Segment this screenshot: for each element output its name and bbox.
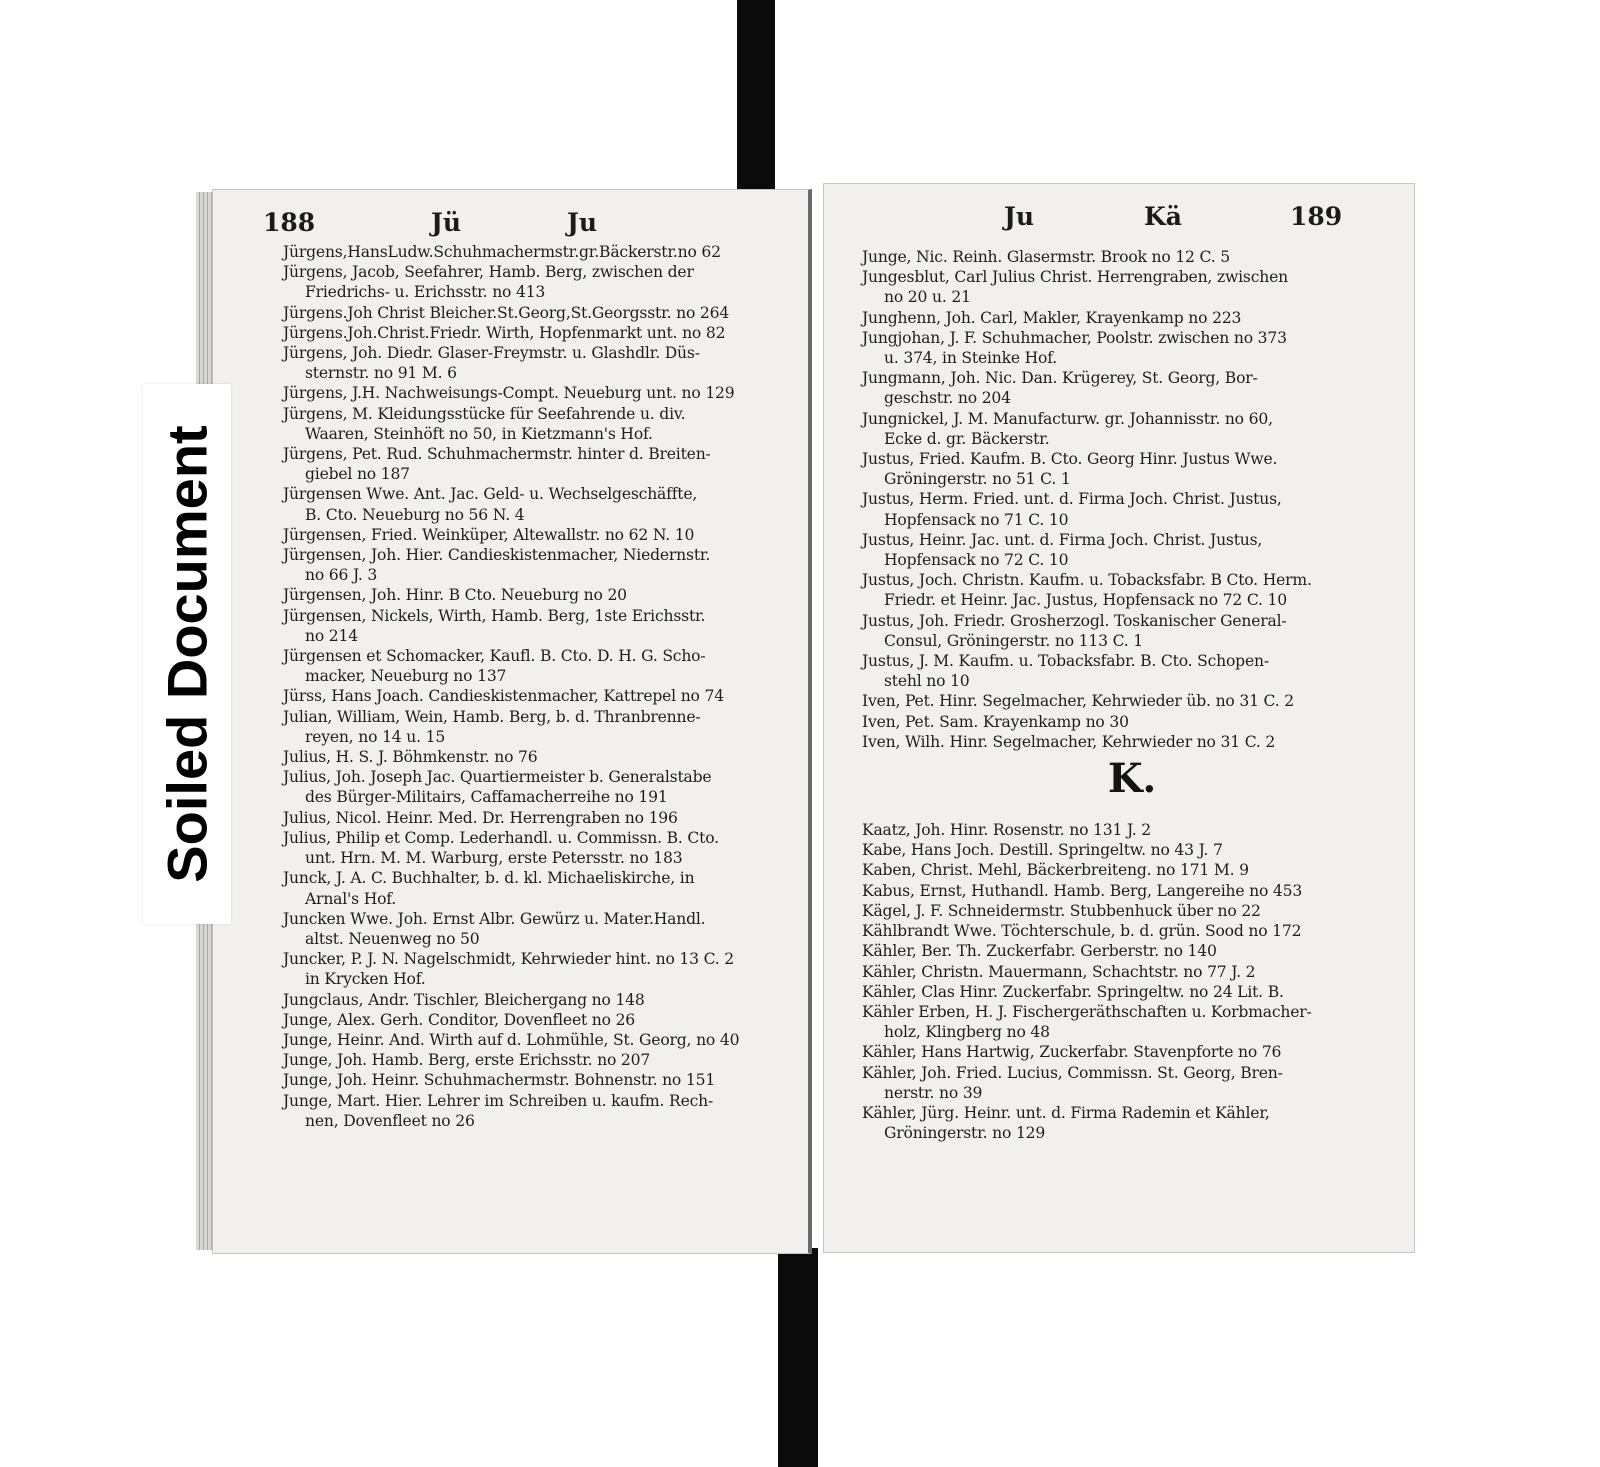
entry-line: Jürgens.Joh.Christ.Friedr. Wirth, Hopfenmarkt unt. no 82 bbox=[283, 323, 726, 342]
directory-entry bbox=[862, 651, 1382, 691]
entry-line: Kähler, Joh. Fried. Lucius, Commissn. St. Georg, Bren- bbox=[862, 1063, 1283, 1082]
entry-continuation-line: Friedr. et Heinr. Jac. Justus, Hopfensack no 72 C. 10 bbox=[884, 591, 1287, 610]
directory-entry bbox=[283, 242, 793, 262]
directory-entry bbox=[283, 262, 793, 302]
entry-continuation-line: Gröningerstr. no 51 C. 1 bbox=[884, 470, 1071, 489]
directory-entry bbox=[862, 1042, 1382, 1062]
entry-line: Justus, Joch. Christn. Kaufm. u. Tobacksfabr. B Cto. Herm. bbox=[862, 571, 1312, 590]
entry-line: Julius, H. S. J. Böhmkenstr. no 76 bbox=[283, 748, 538, 767]
directory-entry bbox=[283, 1050, 793, 1070]
entry-continuation-line: Waaren, Steinhöft no 50, in Kietzmann's Hof. bbox=[305, 424, 653, 443]
entry-continuation-line: no 66 J. 3 bbox=[305, 566, 378, 585]
directory-entry bbox=[283, 1010, 793, 1030]
entry-line: Jürgensen, Fried. Weinküper, Altewallstr. no 62 N. 10 bbox=[283, 525, 695, 544]
directory-entry bbox=[283, 1091, 793, 1131]
entry-line: Jungnickel, J. M. Manufacturw. gr. Johannisstr. no 60, bbox=[862, 409, 1273, 428]
entry-line: Kähler, Clas Hinr. Zuckerfabr. Springeltw. no 24 Lit. B. bbox=[862, 982, 1284, 1001]
entry-line: Justus, Joh. Friedr. Grosherzogl. Toskanischer General- bbox=[862, 611, 1287, 630]
entry-line: Kähler, Christn. Mauermann, Schachtstr. no 77 J. 2 bbox=[862, 962, 1256, 981]
directory-entry bbox=[862, 1103, 1382, 1143]
entry-line: Kähler, Hans Hartwig, Zuckerfabr. Stavenpforte no 76 bbox=[862, 1043, 1282, 1062]
entry-line: Jürgensen, Nickels, Wirth, Hamb. Berg, 1ste Erichsstr. bbox=[283, 606, 706, 625]
directory-entry bbox=[862, 267, 1382, 307]
entry-line: Justus, Fried. Kaufm. B. Cto. Georg Hinr. Justus Wwe. bbox=[862, 450, 1278, 469]
entry-continuation-line: des Bürger-Militairs, Caffamacherreihe no 191 bbox=[305, 788, 668, 807]
entry-continuation-line: nerstr. no 39 bbox=[884, 1083, 983, 1102]
directory-entry bbox=[862, 328, 1382, 368]
entry-line: Iven, Wilh. Hinr. Segelmacher, Kehrwieder no 31 C. 2 bbox=[862, 732, 1276, 751]
entry-line: Jürgensen, Joh. Hier. Candieskistenmacher, Niedernstr. bbox=[283, 546, 711, 565]
directory-entry bbox=[862, 881, 1382, 901]
entry-line: Junge, Mart. Hier. Lehrer im Schreiben u. kaufm. Rech- bbox=[283, 1091, 714, 1110]
directory-entry bbox=[283, 767, 793, 807]
directory-entry bbox=[862, 449, 1382, 489]
entry-line: Juncken Wwe. Joh. Ernst Albr. Gewürz u. Mater.Handl. bbox=[283, 909, 706, 928]
entry-line: Kägel, J. F. Schneidermstr. Stubbenhuck über no 22 bbox=[862, 901, 1261, 920]
entry-continuation-line: in Krycken Hof. bbox=[305, 970, 426, 989]
directory-entry bbox=[862, 409, 1382, 449]
entry-line: Justus, J. M. Kaufm. u. Tobacksfabr. B. Cto. Schopen- bbox=[862, 652, 1269, 671]
black-tape-bottom bbox=[778, 1248, 818, 1467]
directory-entry bbox=[283, 484, 793, 524]
directory-entry bbox=[862, 901, 1382, 921]
directory-entry bbox=[283, 383, 793, 403]
entry-line: Juncker, P. J. N. Nagelschmidt, Kehrwieder hint. no 13 C. 2 bbox=[283, 950, 735, 969]
entry-line: Kählbrandt Wwe. Töchterschule, b. d. grün. Sood no 172 bbox=[862, 922, 1302, 941]
entry-continuation-line: u. 374, in Steinke Hof. bbox=[884, 349, 1058, 368]
entry-line: Junge, Heinr. And. Wirth auf d. Lohmühle, St. Georg, no 40 bbox=[283, 1030, 740, 1049]
entry-continuation-line: Gröningerstr. no 129 bbox=[884, 1124, 1046, 1143]
directory-entry bbox=[862, 732, 1382, 752]
directory-entry bbox=[283, 545, 793, 585]
entry-line: Justus, Herm. Fried. unt. d. Firma Joch. Christ. Justus, bbox=[862, 490, 1282, 509]
section-letter: K. bbox=[1107, 755, 1157, 803]
directory-entry bbox=[862, 308, 1382, 328]
right-page-header bbox=[824, 202, 1414, 236]
stamp-label: Soiled Document bbox=[155, 425, 219, 883]
left-page-header bbox=[213, 208, 808, 242]
directory-entry bbox=[283, 323, 793, 343]
entry-line: Jürgens, Joh. Diedr. Glaser-Freymstr. u. Glashdlr. Düs- bbox=[283, 344, 700, 363]
directory-entry bbox=[283, 686, 793, 706]
directory-entry bbox=[862, 691, 1382, 711]
entry-line: Junge, Joh. Heinr. Schuhmachermstr. Bohnenstr. no 151 bbox=[283, 1071, 716, 1090]
directory-entry bbox=[283, 606, 793, 646]
entry-continuation-line: Hopfensack no 72 C. 10 bbox=[884, 551, 1069, 570]
header-right-tag: Ju bbox=[567, 208, 598, 237]
directory-entry bbox=[283, 1070, 793, 1090]
entry-line: Junge, Nic. Reinh. Glasermstr. Brook no 12 C. 5 bbox=[862, 248, 1230, 266]
entry-line: Kabe, Hans Joch. Destill. Springeltw. no 43 J. 7 bbox=[862, 841, 1223, 860]
left-page bbox=[212, 189, 812, 1254]
directory-entry bbox=[283, 909, 793, 949]
entry-continuation-line: giebel no 187 bbox=[305, 465, 410, 484]
directory-entry bbox=[283, 990, 793, 1010]
directory-entry bbox=[283, 404, 793, 444]
directory-entries bbox=[283, 242, 793, 1131]
header-left-tag: Ju bbox=[1004, 202, 1035, 231]
directory-entry bbox=[862, 840, 1382, 860]
entry-line: Julius, Joh. Joseph Jac. Quartiermeister b. Generalstabe bbox=[283, 768, 712, 787]
page-number: 189 bbox=[1290, 202, 1343, 231]
directory-entries-column bbox=[862, 247, 1382, 1143]
entry-continuation-line: no 20 u. 21 bbox=[884, 288, 971, 307]
directory-entry bbox=[862, 1063, 1382, 1103]
entry-continuation-line: reyen, no 14 u. 15 bbox=[305, 727, 446, 746]
directory-entry bbox=[862, 941, 1382, 961]
entry-continuation-line: unt. Hrn. M. M. Warburg, erste Petersstr. no 183 bbox=[305, 849, 683, 868]
entry-continuation-line: Ecke d. gr. Bäckerstr. bbox=[884, 429, 1050, 448]
directory-entry bbox=[283, 343, 793, 383]
directory-entry bbox=[283, 747, 793, 767]
directory-entry bbox=[862, 611, 1382, 651]
entry-continuation-line: geschstr. no 204 bbox=[884, 389, 1011, 408]
entry-line: Kähler, Jürg. Heinr. unt. d. Firma Rademin et Kähler, bbox=[862, 1103, 1270, 1122]
directory-entry bbox=[283, 1030, 793, 1050]
entry-line: Justus, Heinr. Jac. unt. d. Firma Joch. Christ. Justus, bbox=[862, 530, 1263, 549]
entry-continuation-line: sternstr. no 91 M. 6 bbox=[305, 364, 457, 383]
header-left-tag: Jü bbox=[431, 208, 462, 237]
entry-line: Jürgensen, Joh. Hinr. B Cto. Neueburg no 20 bbox=[283, 586, 627, 605]
entry-line: Jürss, Hans Joach. Candieskistenmacher, Kattrepel no 74 bbox=[283, 687, 724, 706]
directory-entry bbox=[862, 368, 1382, 408]
directory-entry bbox=[862, 820, 1382, 840]
entry-continuation-line: Arnal's Hof. bbox=[305, 889, 397, 908]
entry-line: Julius, Nicol. Heinr. Med. Dr. Herrengraben no 196 bbox=[283, 808, 678, 827]
directory-entry bbox=[283, 646, 793, 686]
entry-line: Iven, Pet. Sam. Krayenkamp no 30 bbox=[862, 712, 1129, 731]
page-number: 188 bbox=[263, 208, 316, 237]
header-right-tag: Kä bbox=[1144, 202, 1182, 231]
entry-line: Junghenn, Joh. Carl, Makler, Krayenkamp no 223 bbox=[862, 308, 1242, 327]
directory-entry bbox=[862, 712, 1382, 732]
entry-line: Iven, Pet. Hinr. Segelmacher, Kehrwieder üb. no 31 C. 2 bbox=[862, 692, 1294, 711]
entry-line: Jürgens, Jacob, Seefahrer, Hamb. Berg, zwischen der bbox=[283, 263, 694, 282]
directory-entry bbox=[283, 808, 793, 828]
directory-entries-k bbox=[862, 820, 1382, 1143]
entry-line: Kabus, Ernst, Huthandl. Hamb. Berg, Langereihe no 453 bbox=[862, 881, 1303, 900]
soiled-document-stamp bbox=[143, 384, 231, 924]
directory-entry bbox=[862, 247, 1382, 267]
entry-line: Jürgensen et Schomacker, Kaufl. B. Cto. D. H. G. Scho- bbox=[283, 647, 706, 666]
entry-line: Jungjohan, J. F. Schuhmacher, Poolstr. zwischen no 373 bbox=[862, 328, 1287, 347]
entry-line: Jürgens,HansLudw.Schuhmachermstr.gr.Bäckerstr.no 62 bbox=[283, 243, 721, 261]
entry-line: Julian, William, Wein, Hamb. Berg, b. d. Thranbrenne- bbox=[283, 707, 701, 726]
entry-continuation-line: Consul, Gröningerstr. no 113 C. 1 bbox=[884, 631, 1143, 650]
entry-line: Jungesblut, Carl Julius Christ. Herrengraben, zwischen bbox=[862, 268, 1288, 287]
entry-continuation-line: holz, Klingberg no 48 bbox=[884, 1023, 1050, 1042]
entry-line: Jürgens, M. Kleidungsstücke für Seefahrende u. div. bbox=[283, 404, 686, 423]
directory-entry bbox=[283, 828, 793, 868]
entry-continuation-line: nen, Dovenfleet no 26 bbox=[305, 1111, 475, 1130]
entry-line: Kaben, Christ. Mehl, Bäckerbreiteng. no 171 M. 9 bbox=[862, 861, 1249, 880]
black-tape-top bbox=[737, 0, 775, 190]
entry-continuation-line: no 214 bbox=[305, 626, 358, 645]
entry-line: Kaatz, Joh. Hinr. Rosenstr. no 131 J. 2 bbox=[862, 821, 1152, 840]
directory-entry bbox=[283, 868, 793, 908]
entry-line: Junge, Alex. Gerh. Conditor, Dovenfleet no 26 bbox=[283, 1010, 636, 1029]
entry-line: Kähler, Ber. Th. Zuckerfabr. Gerberstr. no 140 bbox=[862, 942, 1217, 961]
entry-continuation-line: Hopfensack no 71 C. 10 bbox=[884, 510, 1069, 529]
directory-entry bbox=[862, 489, 1382, 529]
entry-continuation-line: stehl no 10 bbox=[884, 672, 970, 691]
entry-line: Jürgens, Pet. Rud. Schuhmachermstr. hinter d. Breiten- bbox=[283, 445, 711, 464]
entry-continuation-line: altst. Neuenweg no 50 bbox=[305, 929, 480, 948]
right-page bbox=[823, 183, 1415, 1253]
directory-entries bbox=[862, 247, 1382, 752]
entry-line: Jürgens.Joh Christ Bleicher.St.Georg,St.Georgsstr. no 264 bbox=[283, 303, 730, 322]
entry-line: Kähler Erben, H. J. Fischergeräthschaften u. Korbmacher- bbox=[862, 1002, 1312, 1021]
directory-entry bbox=[862, 860, 1382, 880]
directory-entry bbox=[283, 585, 793, 605]
entry-continuation-line: B. Cto. Neueburg no 56 N. 4 bbox=[305, 505, 525, 524]
directory-entry bbox=[283, 707, 793, 747]
directory-entry bbox=[283, 303, 793, 323]
directory-entry bbox=[862, 962, 1382, 982]
directory-entry bbox=[283, 525, 793, 545]
entry-line: Jungmann, Joh. Nic. Dan. Krügerey, St. Georg, Bor- bbox=[862, 369, 1258, 388]
directory-entry bbox=[283, 444, 793, 484]
entry-line: Jürgens, J.H. Nachweisungs-Compt. Neueburg unt. no 129 bbox=[283, 384, 735, 403]
directory-entry bbox=[862, 921, 1382, 941]
entry-line: Junge, Joh. Hamb. Berg, erste Erichsstr. no 207 bbox=[283, 1051, 651, 1070]
directory-entry bbox=[283, 949, 793, 989]
entry-continuation-line: macker, Neueburg no 137 bbox=[305, 667, 507, 686]
entry-line: Junck, J. A. C. Buchhalter, b. d. kl. Michaeliskirche, in bbox=[283, 869, 695, 888]
directory-entry bbox=[862, 570, 1382, 610]
directory-entry bbox=[862, 982, 1382, 1002]
directory-entry bbox=[862, 530, 1382, 570]
entry-continuation-line: Friedrichs- u. Erichsstr. no 413 bbox=[305, 283, 546, 302]
entry-line: Julius, Philip et Comp. Lederhandl. u. Commissn. B. Cto. bbox=[283, 828, 719, 847]
entry-line: Jungclaus, Andr. Tischler, Bleichergang no 148 bbox=[283, 990, 645, 1009]
directory-entry bbox=[862, 1002, 1382, 1042]
entry-line: Jürgensen Wwe. Ant. Jac. Geld- u. Wechselgeschäffte, bbox=[283, 485, 698, 504]
